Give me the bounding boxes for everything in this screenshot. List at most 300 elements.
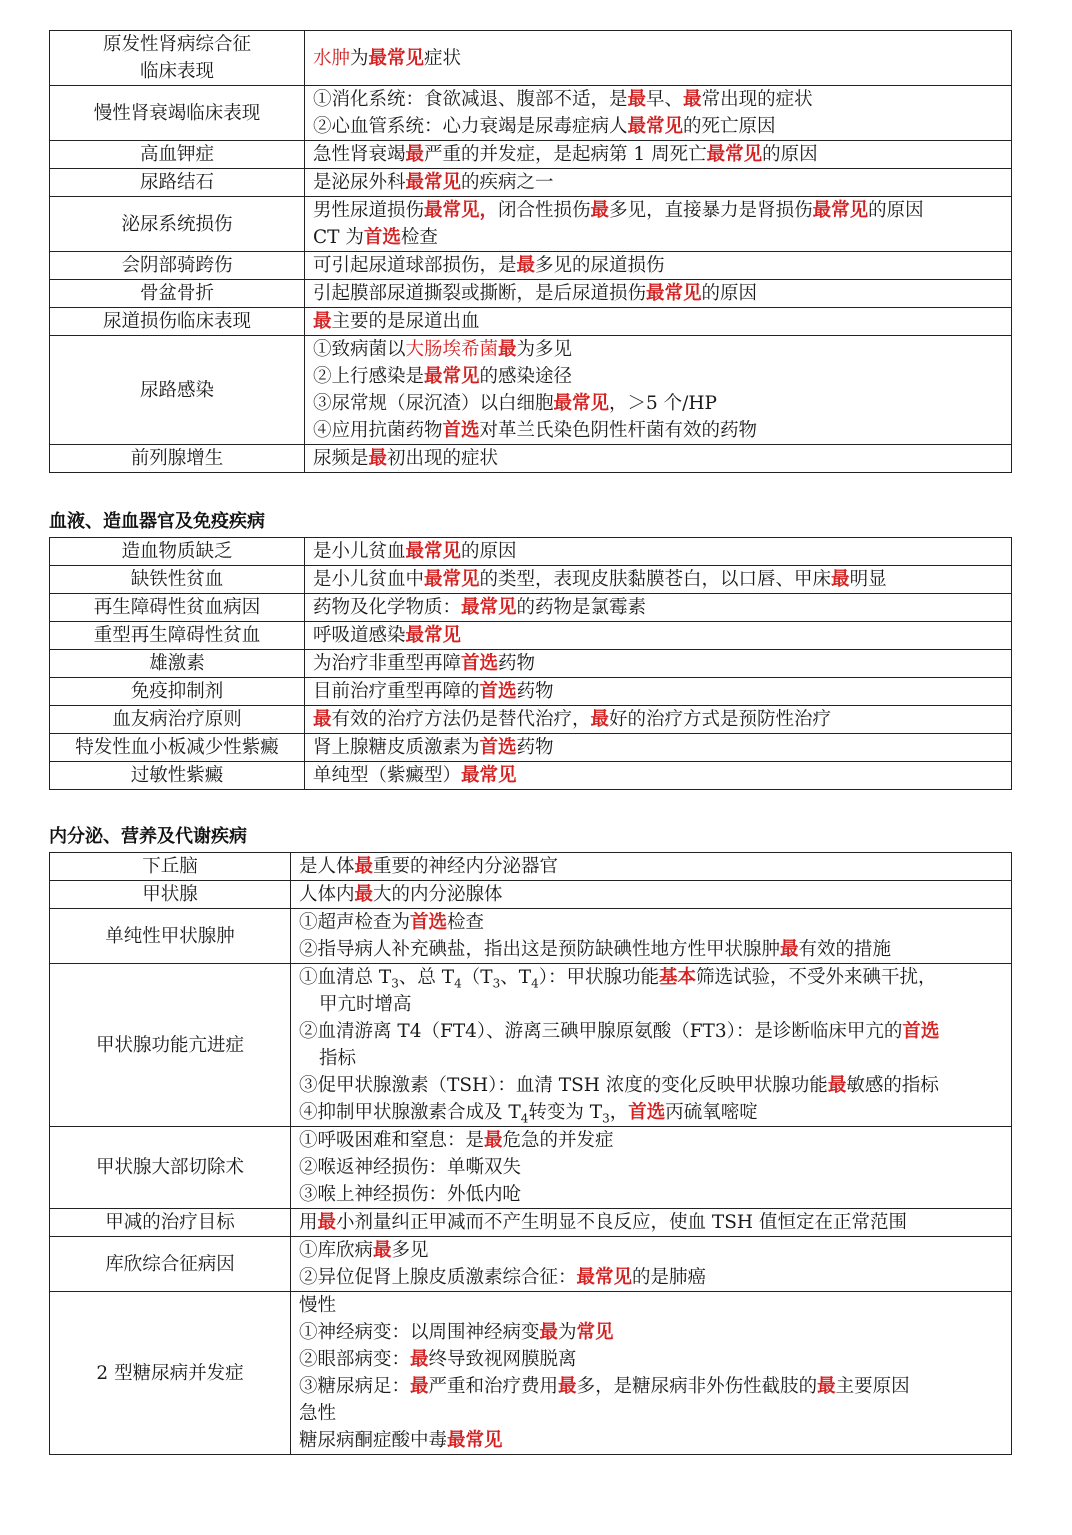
text-segment: ②异位促肾上腺皮质激素综合征： <box>299 1267 577 1288</box>
description-line <box>313 169 1005 196</box>
term-cell <box>50 252 305 280</box>
highlight-text: 最 <box>354 856 374 877</box>
description-line <box>299 964 1005 991</box>
table-row <box>50 1237 1012 1292</box>
description-cell <box>305 86 1012 141</box>
highlight-text: 最 <box>831 569 850 590</box>
term-text: 血友病治疗原则 <box>112 709 242 730</box>
highlight-text: 水肿 <box>313 47 351 69</box>
description-cell <box>291 1209 1012 1237</box>
description-cell <box>305 762 1012 790</box>
text-segment: ①超声检查为 <box>299 912 411 933</box>
text-segment: ②血清游离 T4（FT4）、游离三碘甲腺原氨酸（FT3）：是诊断临床甲亢的 <box>299 1021 903 1042</box>
description-line <box>313 86 1005 113</box>
description-line <box>313 734 1005 761</box>
text-segment: 严重和治疗费用 <box>428 1376 559 1397</box>
text-segment: 转变为 T <box>528 1102 603 1123</box>
description-cell <box>305 169 1012 197</box>
term-text: 重型再生障碍性贫血 <box>93 625 261 646</box>
text-segment: 的原因 <box>701 283 758 304</box>
text-segment: ①呼吸困难和窒息：是 <box>299 1130 485 1151</box>
text-segment: 为治疗非重型再障 <box>313 653 462 674</box>
text-segment: 、总 T <box>398 967 455 988</box>
highlight-text: 首选 <box>410 912 448 933</box>
text-segment: ③促甲状腺激素（TSH）：血清 TSH 浓度的变化反映甲状腺功能 <box>299 1075 828 1096</box>
text-segment: 指标 <box>319 1048 357 1069</box>
term-cell <box>50 280 305 308</box>
highlight-text: 最 <box>558 1376 577 1397</box>
text-segment: 多见 <box>391 1240 429 1261</box>
term-text: 再生障碍性贫血病因 <box>93 597 261 618</box>
description-line <box>299 1018 1005 1045</box>
description-line <box>313 308 1005 335</box>
text-segment: ②上行感染是 <box>313 366 425 387</box>
text-segment: 目前治疗重型再障的 <box>313 681 480 702</box>
description-cell <box>291 1292 1012 1455</box>
text-segment: 筛选试验，不受外来碘干扰， <box>696 967 937 988</box>
table-row <box>50 706 1012 734</box>
text-segment: ，＞5 个/HP <box>609 393 717 414</box>
text-segment: 重要的神经内分泌器官 <box>373 856 559 877</box>
description-cell <box>305 445 1012 473</box>
description-line <box>299 1319 1005 1346</box>
highlight-text: 最常见 <box>553 393 610 414</box>
text-segment: 男性尿道损伤 <box>313 200 425 221</box>
text-segment: 的死亡原因 <box>683 116 776 137</box>
table-row <box>50 31 1012 86</box>
term-cell <box>50 762 305 790</box>
text-segment: ④抑制甲状腺激素合成及 T <box>299 1102 521 1123</box>
term-text: 骨盆骨折 <box>139 283 214 304</box>
term-text: 甲状腺 <box>142 884 198 905</box>
description-line <box>313 224 1005 251</box>
section-title-endocrine: 内分泌、营养及代谢疾病 <box>49 826 247 847</box>
highlight-text: 最 <box>313 709 332 730</box>
text-segment: 3 <box>492 976 501 991</box>
highlight-text: 最 <box>368 448 388 469</box>
term-cell <box>50 31 305 86</box>
highlight-text: 最常见 <box>812 200 869 221</box>
highlight-text: 最常见 <box>424 366 480 387</box>
description-line <box>299 1045 1005 1072</box>
highlight-text: 最 <box>627 89 647 110</box>
description-line <box>313 678 1005 705</box>
description-line <box>313 566 1005 593</box>
text-segment: 常出现的症状 <box>701 89 813 110</box>
text-segment: ②心血管系统：心力衰竭是尿毒症病人 <box>313 116 628 137</box>
text-segment: 可引起尿道球部损伤，是 <box>313 255 517 276</box>
description-line <box>313 280 1005 307</box>
text-segment: 检查 <box>447 912 485 933</box>
table-row <box>50 678 1012 706</box>
description-line <box>299 1209 1005 1236</box>
text-segment: 、T <box>500 967 532 988</box>
term-cell <box>50 86 305 141</box>
term-text: 特发性血小板减少性紫癜 <box>75 737 279 758</box>
table-row <box>50 762 1012 790</box>
description-cell <box>305 650 1012 678</box>
description-line <box>313 45 1005 72</box>
description-line <box>313 622 1005 649</box>
highlight-text: 最常见 <box>461 765 517 786</box>
description-cell <box>291 964 1012 1127</box>
term-text: 库欣综合征病因 <box>105 1253 235 1275</box>
highlight-text: 最常见 <box>576 1267 633 1288</box>
description-line <box>313 113 1005 140</box>
description-cell <box>305 336 1012 445</box>
text-segment: 为 <box>558 1322 577 1343</box>
text-segment: ， <box>609 1102 629 1123</box>
text-segment: CT 为 <box>313 227 364 248</box>
table-row <box>50 734 1012 762</box>
text-segment: 初出现的症状 <box>387 448 499 469</box>
text-segment: 多，是糖尿病非外伤性截肢的 <box>576 1376 818 1397</box>
text-segment: 为多见 <box>516 339 573 360</box>
description-line <box>299 1427 1005 1454</box>
text-segment: 用 <box>299 1212 318 1233</box>
description-cell <box>305 538 1012 566</box>
term-cell <box>50 650 305 678</box>
term-text: 临床表现 <box>139 61 214 82</box>
term-text: 甲状腺功能亢进症 <box>95 1034 244 1056</box>
highlight-text: 最 <box>683 89 702 110</box>
text-segment: 单纯型（紫癜型） <box>313 765 462 786</box>
text-segment: ④应用抗菌药物 <box>313 420 443 441</box>
text-segment: 的原因 <box>868 200 924 221</box>
table-row <box>50 252 1012 280</box>
table-row <box>50 197 1012 252</box>
description-line <box>299 1264 1005 1291</box>
term-text: 甲减的治疗目标 <box>105 1212 235 1233</box>
highlight-text: 首选 <box>479 737 517 758</box>
description-line <box>299 1181 1005 1208</box>
description-cell <box>305 141 1012 169</box>
text-segment: ）：甲状腺功能 <box>538 967 659 988</box>
text-segment: 为 <box>350 47 369 69</box>
term-text: 尿路结石 <box>139 172 214 193</box>
description-cell <box>291 909 1012 964</box>
term-cell <box>50 336 305 445</box>
highlight-text: 最 <box>410 1376 429 1397</box>
text-segment: 丙硫氧嘧啶 <box>665 1102 758 1123</box>
term-text: 甲状腺大部切除术 <box>95 1157 244 1178</box>
description-line <box>313 197 1005 224</box>
highlight-text: 首选 <box>628 1102 666 1123</box>
description-line <box>299 1237 1005 1264</box>
term-cell <box>50 706 305 734</box>
description-line <box>299 936 1005 963</box>
text-segment: 的原因 <box>762 144 818 165</box>
text-segment: 人体内 <box>299 884 355 905</box>
description-line <box>313 706 1005 733</box>
highlight-text: 最常见， <box>424 200 499 221</box>
table-endocrine <box>49 852 1012 1455</box>
description-line <box>299 909 1005 936</box>
term-cell <box>50 1209 291 1237</box>
highlight-text: 最 <box>313 311 332 332</box>
text-segment: ③尿常规（尿沉渣）以白细胞 <box>313 393 554 414</box>
text-segment: 药物 <box>516 737 554 758</box>
highlight-text: 最 <box>590 200 610 221</box>
table-row <box>50 280 1012 308</box>
description-cell <box>291 853 1012 881</box>
highlight-text: 最 <box>354 884 374 905</box>
term-cell <box>50 678 305 706</box>
table-row <box>50 1127 1012 1209</box>
highlight-text: 最常见 <box>646 283 702 304</box>
term-cell <box>50 881 291 909</box>
text-segment: 明显 <box>849 569 887 590</box>
text-segment: 的感染途径 <box>479 366 573 387</box>
text-segment: ③喉上神经损伤：外低内呛 <box>299 1184 522 1205</box>
text-segment: 的类型，表现皮肤黏膜苍白，以口唇、甲床 <box>479 569 832 590</box>
table-row <box>50 336 1012 445</box>
description-cell <box>305 594 1012 622</box>
text-segment: 3 <box>391 976 399 991</box>
text-segment: 是小儿贫血中 <box>313 569 425 590</box>
text-segment: 小剂量纠正甲减而不产生明显不良反应，使血 TSH 值恒定在正常范围 <box>336 1212 907 1233</box>
text-segment: 主要原因 <box>835 1376 910 1397</box>
text-segment: ③糖尿病足： <box>299 1376 411 1397</box>
highlight-text: 最 <box>373 1240 392 1261</box>
highlight-text: 最常见 <box>706 144 763 165</box>
text-segment: 的药物是氯霉素 <box>516 597 647 618</box>
highlight-text: 最常见 <box>405 625 462 646</box>
description-line <box>313 445 1005 472</box>
highlight-text: 首选 <box>902 1021 940 1042</box>
description-cell <box>305 308 1012 336</box>
description-line <box>313 336 1005 363</box>
text-segment: 尿频是 <box>313 448 369 469</box>
text-segment: 3 <box>602 1111 610 1126</box>
highlight-text: 最常见 <box>405 172 462 193</box>
description-cell <box>305 252 1012 280</box>
description-line <box>313 363 1005 390</box>
description-cell <box>291 1237 1012 1292</box>
description-line <box>299 1346 1005 1373</box>
term-text: 尿路感染 <box>139 379 214 401</box>
highlight-text: 最常见 <box>627 116 684 137</box>
term-cell <box>50 1292 291 1455</box>
highlight-text: 大肠埃希菌 <box>405 339 499 360</box>
description-cell <box>305 197 1012 252</box>
highlight-text: 最 <box>498 339 517 360</box>
table-row <box>50 308 1012 336</box>
text-segment: ②指导病人补充碘盐，指出这是预防缺碘性地方性甲状腺肿 <box>299 939 781 960</box>
description-cell <box>291 881 1012 909</box>
highlight-text: 最 <box>817 1376 836 1397</box>
term-cell <box>50 141 305 169</box>
text-segment: 严重的并发症，是起病第 1 周死亡 <box>424 144 707 165</box>
text-segment: 药物及化学物质： <box>313 597 462 618</box>
term-cell <box>50 853 291 881</box>
text-segment: 肾上腺糖皮质激素为 <box>313 737 480 758</box>
term-cell <box>50 445 305 473</box>
text-segment: 药物 <box>516 681 554 702</box>
description-line <box>299 1154 1005 1181</box>
table-urinary <box>49 30 1012 473</box>
highlight-text: 首选 <box>479 681 517 702</box>
description-line <box>299 1072 1005 1099</box>
highlight-text: 最常见 <box>447 1430 503 1451</box>
table-blood <box>49 537 1012 790</box>
description-cell <box>305 31 1012 86</box>
term-cell <box>50 169 305 197</box>
term-cell <box>50 622 305 650</box>
term-cell <box>50 734 305 762</box>
term-text: 缺铁性贫血 <box>130 569 224 590</box>
text-segment: 的是肺癌 <box>632 1267 707 1288</box>
table-row <box>50 1209 1012 1237</box>
text-segment: 敏感的指标 <box>846 1075 939 1096</box>
description-line <box>299 1292 1005 1319</box>
description-cell <box>305 678 1012 706</box>
text-segment: 慢性 <box>299 1295 337 1316</box>
highlight-text: 最常见 <box>424 569 480 590</box>
text-segment: 多见的尿道损伤 <box>535 255 665 276</box>
term-text: 雄激素 <box>149 653 205 674</box>
term-text: 免疫抑制剂 <box>130 681 224 702</box>
term-text: 单纯性甲状腺肿 <box>105 925 235 947</box>
text-segment: 闭合性损伤 <box>498 200 591 221</box>
text-segment: 是人体 <box>299 856 355 877</box>
description-line <box>313 650 1005 677</box>
table-row <box>50 650 1012 678</box>
text-segment: 的原因 <box>461 541 517 562</box>
text-segment: 大的内分泌腺体 <box>373 884 503 905</box>
text-segment: 有效的治疗方法仍是替代治疗， <box>331 709 591 730</box>
term-cell <box>50 909 291 964</box>
term-cell <box>50 197 305 252</box>
term-text: 高血钾症 <box>139 144 214 165</box>
text-segment: 检查 <box>400 227 438 248</box>
text-segment: 急性肾衰竭 <box>313 144 406 165</box>
description-line <box>299 991 1005 1018</box>
section-title-blood: 血液、造血器官及免疫疾病 <box>49 511 265 532</box>
term-text: 2 型糖尿病并发症 <box>96 1362 244 1384</box>
term-text: 造血物质缺乏 <box>121 541 233 562</box>
term-text: 泌尿系统损伤 <box>121 213 233 235</box>
table-row <box>50 169 1012 197</box>
table-row <box>50 622 1012 650</box>
text-segment: 是小儿贫血 <box>313 541 406 562</box>
highlight-text: 最常见 <box>405 541 462 562</box>
highlight-text: 首选 <box>461 653 499 674</box>
term-cell <box>50 1127 291 1209</box>
description-line <box>313 390 1005 417</box>
text-segment: ①致病菌以 <box>313 339 406 360</box>
description-line <box>313 252 1005 279</box>
table-row <box>50 964 1012 1127</box>
text-segment: 4 <box>454 976 462 991</box>
description-line <box>313 762 1005 789</box>
description-cell <box>291 1127 1012 1209</box>
description-line <box>299 1127 1005 1154</box>
table-row <box>50 1292 1012 1455</box>
highlight-text: 最 <box>827 1075 847 1096</box>
description-cell <box>305 622 1012 650</box>
highlight-text: 最 <box>780 939 799 960</box>
description-cell <box>305 734 1012 762</box>
term-cell <box>50 594 305 622</box>
description-line <box>313 594 1005 621</box>
description-line <box>299 1400 1005 1427</box>
table-row <box>50 853 1012 881</box>
highlight-text: 最 <box>590 709 610 730</box>
highlight-text: 最 <box>405 144 425 165</box>
highlight-text: 首选 <box>363 227 401 248</box>
description-line <box>299 1099 1005 1126</box>
description-line <box>313 538 1005 565</box>
term-text: 尿道损伤临床表现 <box>102 311 251 332</box>
table-row <box>50 881 1012 909</box>
text-segment: 的疾病之一 <box>461 172 554 193</box>
text-segment: 终导致视网膜脱离 <box>428 1349 577 1370</box>
text-segment: 早、 <box>646 89 684 110</box>
table-row <box>50 594 1012 622</box>
term-text: 下丘脑 <box>142 856 198 877</box>
text-segment: 好的治疗方式是预防性治疗 <box>609 709 832 730</box>
text-segment: ①血清总 T <box>299 967 392 988</box>
table-row <box>50 538 1012 566</box>
table-row <box>50 909 1012 964</box>
table-row <box>50 445 1012 473</box>
term-cell <box>50 1237 291 1292</box>
text-segment: ①库欣病 <box>299 1240 374 1261</box>
term-text: 原发性肾病综合征 <box>102 34 251 55</box>
highlight-text: 最常见 <box>461 597 517 618</box>
text-segment: ②喉返神经损伤：单嘶双失 <box>299 1157 522 1178</box>
term-text: 前列腺增生 <box>130 448 224 469</box>
text-segment: 4 <box>520 1111 529 1126</box>
term-cell <box>50 308 305 336</box>
table-row <box>50 566 1012 594</box>
highlight-text: 最 <box>317 1212 337 1233</box>
highlight-text: 首选 <box>442 420 480 441</box>
highlight-text: 最 <box>410 1349 429 1370</box>
text-segment: 主要的是尿道出血 <box>331 311 480 332</box>
description-line <box>313 141 1005 168</box>
text-segment: 是泌尿外科 <box>313 172 406 193</box>
text-segment: ①神经病变：以周围神经病变 <box>299 1322 540 1343</box>
description-cell <box>305 706 1012 734</box>
term-text: 慢性肾衰竭临床表现 <box>93 102 261 124</box>
text-segment: 症状 <box>424 47 462 69</box>
description-line <box>299 853 1005 880</box>
highlight-text: 基本 <box>658 967 696 988</box>
text-segment: 对革兰氏染色阴性杆菌有效的药物 <box>479 420 758 441</box>
term-cell <box>50 538 305 566</box>
highlight-text: 常见 <box>576 1322 614 1343</box>
text-segment: 4 <box>531 976 539 991</box>
table-row <box>50 141 1012 169</box>
table-row <box>50 86 1012 141</box>
term-cell <box>50 964 291 1127</box>
description-line <box>313 417 1005 444</box>
description-line <box>299 1373 1005 1400</box>
text-segment: ①消化系统：食欲减退、腹部不适，是 <box>313 89 628 110</box>
highlight-text: 最常见 <box>368 47 425 69</box>
highlight-text: 最 <box>484 1130 503 1151</box>
text-segment: （T <box>461 967 493 988</box>
description-line <box>299 881 1005 908</box>
description-cell <box>305 566 1012 594</box>
text-segment: 甲亢时增高 <box>319 994 412 1015</box>
description-cell <box>305 280 1012 308</box>
text-segment: 急性 <box>299 1403 337 1424</box>
text-segment: 有效的措施 <box>798 939 892 960</box>
highlight-text: 最 <box>516 255 536 276</box>
